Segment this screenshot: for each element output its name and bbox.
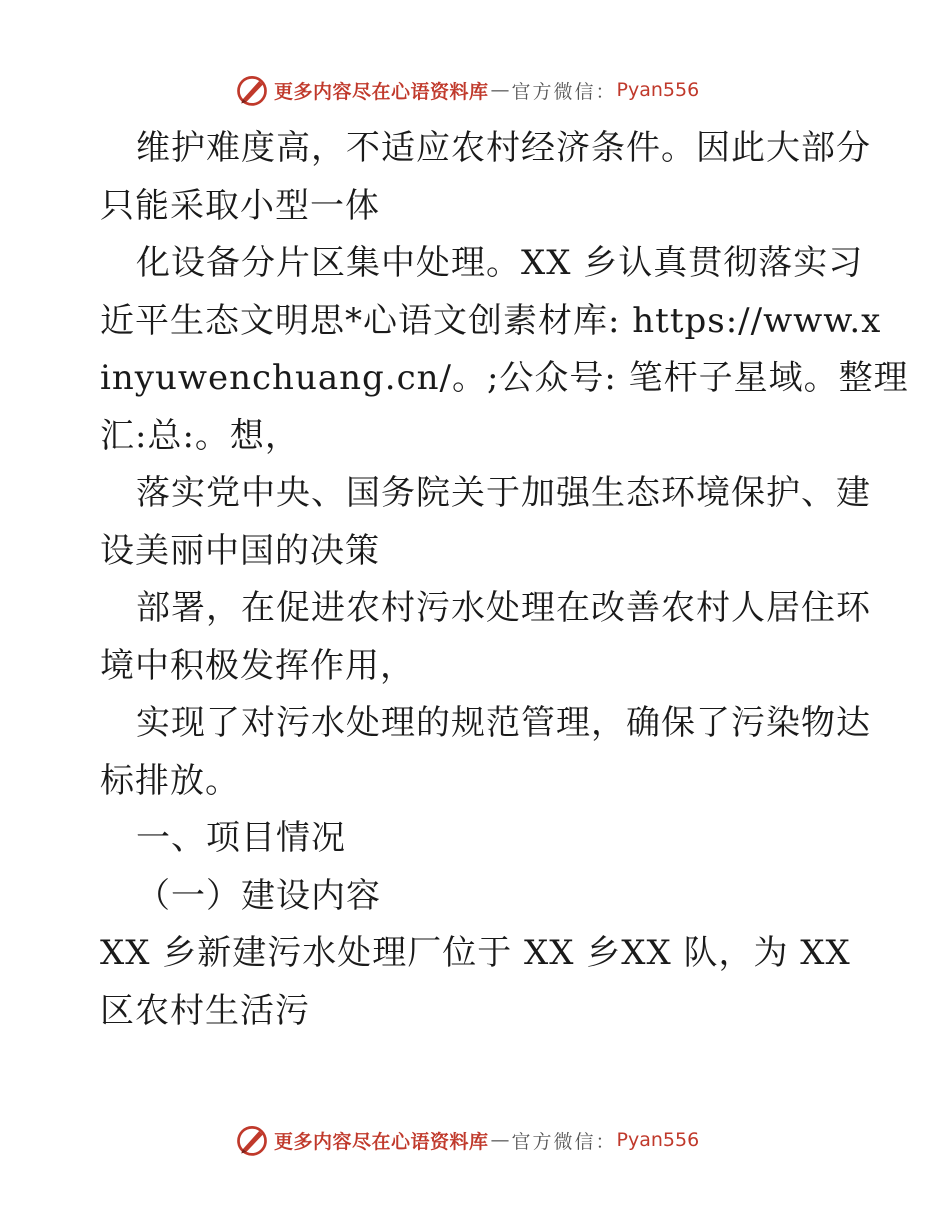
header-banner bbox=[234, 70, 699, 110]
header-wechat-id: Pyan556 bbox=[616, 79, 700, 101]
body-line: 汇:总:。想， bbox=[100, 415, 300, 456]
body-line: 只能采取小型一体 bbox=[100, 185, 380, 226]
body-line: 境中积极发挥作用， bbox=[100, 645, 415, 686]
body-line: 落实党中央、国务院关于加强生态环境保护、建 bbox=[136, 473, 871, 513]
header-dash: — bbox=[490, 79, 510, 101]
body-line: 实现了对污水处理的规范管理，确保了污染物达 bbox=[136, 703, 871, 743]
footer-wechat-label: 官方微信： bbox=[511, 1130, 617, 1153]
footer-banner bbox=[234, 1120, 699, 1160]
footer-site-text: 更多内容尽在心语资料库 bbox=[274, 1130, 489, 1153]
body-line: 近平生态文明思*心语文创素材库: https://www.x bbox=[100, 300, 882, 341]
body-line: inyuwenchuang.cn/。;公众号: 笔杆子星域。整理 bbox=[100, 358, 909, 398]
section-heading: 一、项目情况 bbox=[136, 818, 346, 858]
body-line: 区农村生活污 bbox=[100, 990, 310, 1031]
footer-dash: — bbox=[490, 1129, 510, 1151]
header-site-text: 更多内容尽在心语资料库 bbox=[274, 80, 489, 103]
body-line: 标排放。 bbox=[100, 760, 240, 801]
body-line: 部署，在促进农村污水处理在改善农村人居住环 bbox=[136, 588, 871, 628]
footer-wechat-id: Pyan556 bbox=[616, 1129, 700, 1151]
body-line: 化设备分片区集中处理。XX 乡认真贯彻落实习 bbox=[136, 243, 864, 283]
body-line: 维护难度高，不适应农村经济条件。因此大部分 bbox=[136, 128, 871, 168]
body-line: 设美丽中国的决策 bbox=[100, 530, 380, 571]
pen-logo-icon bbox=[234, 1122, 270, 1158]
body-line: XX 乡新建污水处理厂位于 XX 乡XX 队，为 XX bbox=[100, 933, 851, 973]
pen-logo-icon bbox=[234, 72, 270, 108]
header-wechat-label: 官方微信： bbox=[511, 80, 617, 103]
document-body bbox=[100, 120, 909, 1040]
subsection-heading: （一）建设内容 bbox=[136, 875, 381, 916]
